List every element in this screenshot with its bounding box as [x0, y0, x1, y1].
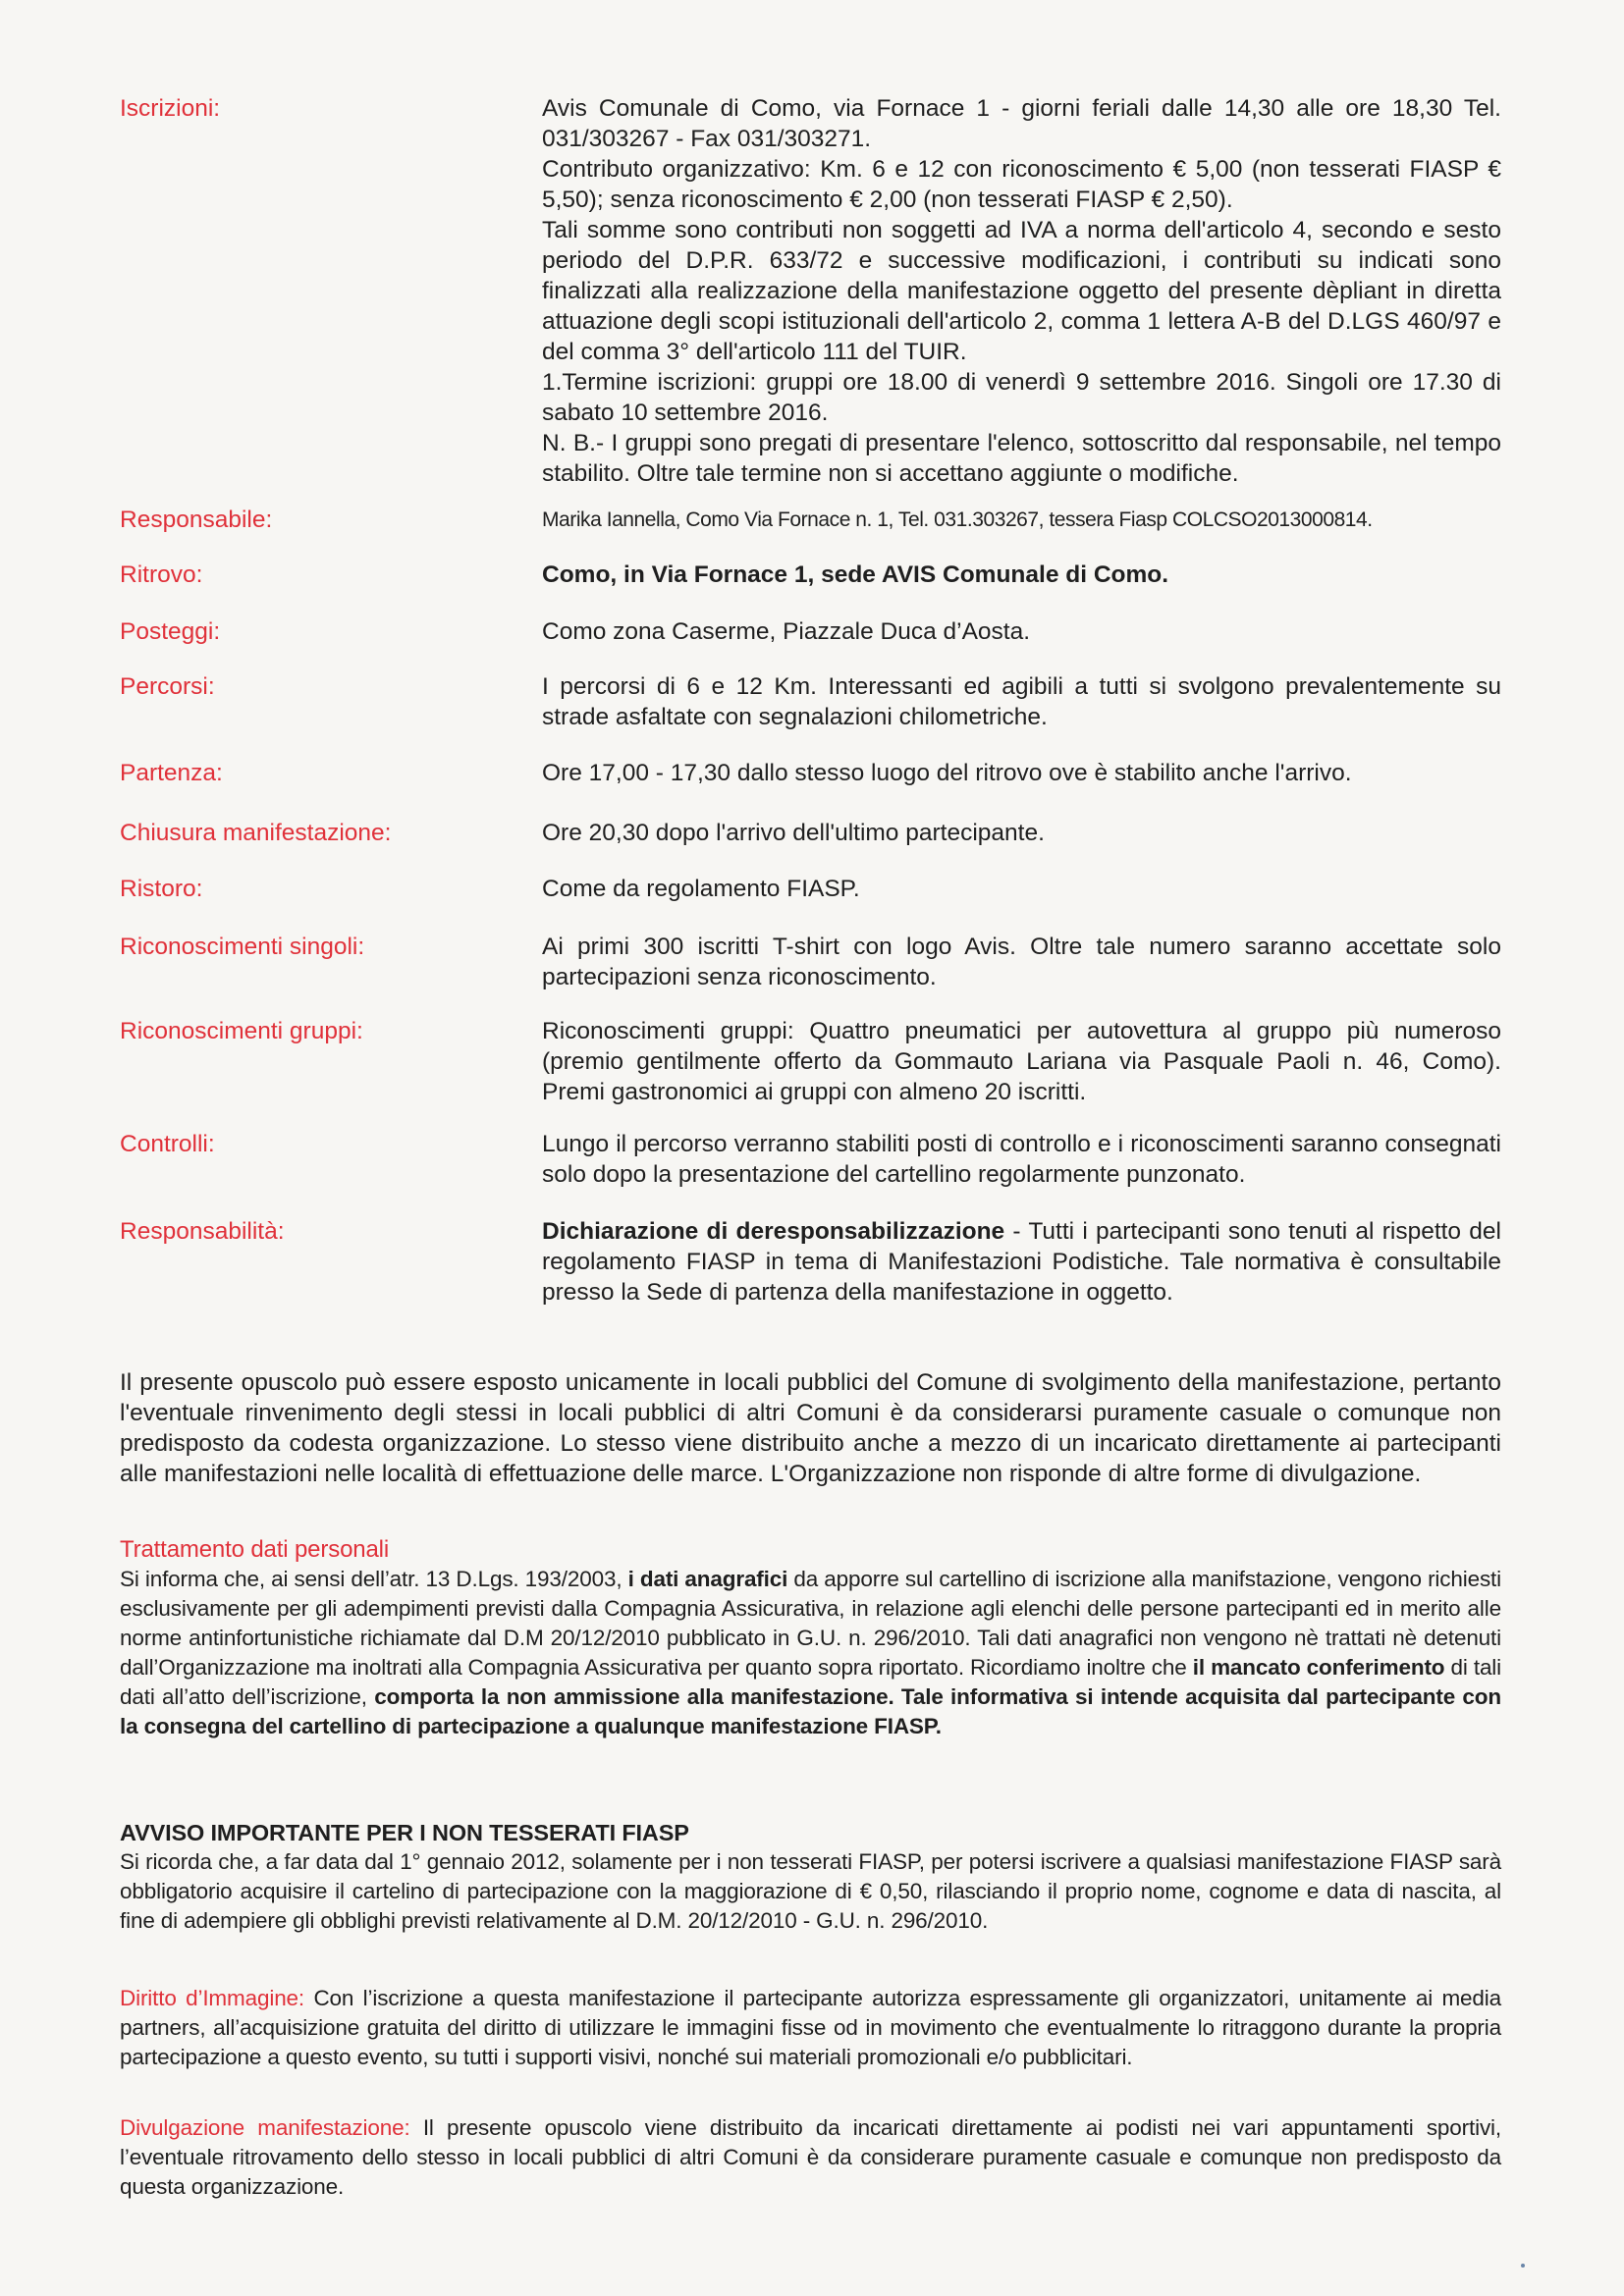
divulgazione-text: Il presente opuscolo viene distribuito da incaricati direttamente ai podisti nei vari appuntamenti sportivi, l’eventuale ritrovamento dello stesso in locali pubblici di altri Comuni è da considerare puramente casuale e comunque non predisposto da questa organizzazione. — [120, 2115, 1501, 2199]
value-posteggi: Como zona Caserme, Piazzale Duca d’Aosta. — [542, 618, 1031, 645]
iscrizioni-sede: Avis Comunale di Como, via Fornace 1 - giorni feriali dalle 14,30 alle ore 18,30 Tel. 031/303267 - Fax 031/303271. — [542, 95, 1501, 152]
value-ritrovo: Como, in Via Fornace 1, sede AVIS Comunale di Como. — [542, 561, 1169, 588]
avviso-title: AVVISO IMPORTANTE PER I NON TESSERATI FIASP — [120, 1820, 689, 1845]
trattamento-text — [120, 1565, 1501, 1741]
immagine-label: Diritto d’Immagine: — [120, 1986, 305, 2010]
label-posteggi: Posteggi: — [120, 618, 221, 645]
opuscolo-paragraph: Il presente opuscolo può essere esposto unicamente in locali pubblici del Comune di svolgimento della manifestazione, pertanto l'eventuale rinvenimento degli stessi in locali pubblici di altri Comuni è da considerarsi puramente casuale o comunque non predisposto da codesta organizzazione. Lo stesso viene distribuito anche a mezzo di un incaricato direttamente ai partecipanti alle manifestazioni nelle località di effettuazione delle marce. L'Organizzazione non risponde di altre forme di divulgazione. — [120, 1369, 1501, 1487]
trattamento-part-1: Si informa che, ai sensi dell’atr. 13 D.Lgs. 193/2003, — [120, 1567, 628, 1591]
label-iscrizioni: Iscrizioni: — [120, 95, 221, 122]
value-percorsi: I percorsi di 6 e 12 Km. Interessanti ed agibili a tutti si svolgono prevalentemente su strade asfaltate con segnalazioni chilometriche. — [542, 673, 1501, 730]
value-ristoro: Come da regolamento FIASP. — [542, 876, 860, 902]
trattamento-bold-2: il mancato conferimento — [1192, 1655, 1445, 1680]
deresponsabilizzazione-title: Dichiarazione di deresponsabilizzazione — [542, 1218, 1005, 1245]
trattamento-bold-3: comporta la non ammissione alla manifestazione. Tale informativa si intende acquisita dal partecipante con la consegna del cartellino di partecipazione a qualunque manifestazione FIASP. — [120, 1684, 1501, 1738]
value-partenza: Ore 17,00 - 17,30 dallo stesso luogo del ritrovo ove è stabilito anche l'arrivo. — [542, 760, 1352, 786]
label-percorsi: Percorsi: — [120, 673, 215, 700]
label-controlli: Controlli: — [120, 1131, 215, 1157]
value-riconoscimenti-singoli: Ai primi 300 iscritti T-shirt con logo Avis. Oltre tale numero saranno accettate solo partecipazioni senza riconoscimento. — [542, 934, 1501, 990]
value-responsabilita — [542, 1216, 1501, 1308]
trattamento-bold-1: i dati anagrafici — [627, 1567, 788, 1591]
iscrizioni-iva: Tali somme sono contributi non soggetti ad IVA a norma dell'articolo 4, secondo e sesto periodo del D.P.R. 633/72 e successive modificazioni, i contributi su indicati sono finalizzati alla realizzazione della manifestazione oggetto del presente dèpliant in diretta attuazione degli scopi istituzionali dell'articolo 2, comma 1 lettera A-B del D.LGS 460/97 e del comma 3° dell'articolo 111 del TUIR. — [542, 217, 1501, 365]
trattamento-title: Trattamento dati personali — [120, 1536, 390, 1563]
deresponsabilizzazione-text: - Tutti i partecipanti sono tenuti al rispetto del regolamento FIASP in tema di Manifestazioni Podistiche. Tale normativa è consultabile presso la Sede di partenza della manifestazione in oggetto. — [542, 1218, 1501, 1306]
trattamento-part-3: di tali dati all’atto dell’iscrizione, — [120, 1655, 1502, 1709]
label-responsabile: Responsabile: — [120, 507, 273, 533]
iscrizioni-termine: 1.Termine iscrizioni: gruppi ore 18.00 di venerdì 9 settembre 2016. Singoli ore 17.30 di sabato 10 settembre 2016. — [542, 369, 1501, 426]
iscrizioni-contributo: Contributo organizzativo: Km. 6 e 12 con riconoscimento € 5,00 (non tesserati FIASP € 5,50); senza riconoscimento € 2,00 (non tesserati FIASP € 2,50). — [542, 156, 1501, 213]
label-riconoscimenti-gruppi: Riconoscimenti gruppi: — [120, 1018, 363, 1044]
value-responsabile: Marika Iannella, Como Via Fornace n. 1, Tel. 031.303267, tessera Fiasp COLCSO2013000814. — [542, 508, 1373, 531]
trattamento-part-2: da apporre sul cartellino di iscrizione alla manifstazione, vengono richiesti esclusivamente per gli adempimenti previsti dalla Compagnia Assicurativa, in relazione agli elenchi delle persone partecipanti ed in merito alle norme antinfortunistiche richiamate dal D.M 20/12/2010 pubblicato in G.U. n. 296/2010. Tali dati anagrafici non vengono nè trattati nè detenuti dall’Organizzazione ma inoltrati alla Compagnia Assicurativa per quanto sopra riportato. Ricordiamo inoltre che — [120, 1567, 1502, 1680]
label-riconoscimenti-singoli: Riconoscimenti singoli: — [120, 934, 365, 960]
immagine-text: Con l’iscrizione a questa manifestazione il partecipante autorizza espressamente gli organizzatori, unitamente ai media partners, all’acquisizione gratuita del diritto di utilizzare le immagini fisse od in movimento che eventualmente lo ritraggono durante la propria partecipazione a questo evento, su tutti i supporti visivi, nonché sui materiali promozionali e/o pubblicitari. — [120, 1986, 1501, 2069]
immagine-section — [120, 1984, 1501, 2072]
avviso-text: Si ricorda che, a far data dal 1° gennaio 2012, solamente per i non tesserati FIASP, per potersi iscrivere a qualsiasi manifestazione FIASP sarà obbligatorio acquisire il cartelino di partecipazione con la maggiorazione di € 0,50, rilasciando il proprio nome, cognome e data di nascita, al fine di adempiere gli obblighi previsti relativamente al D.M. 20/12/2010 - G.U. n. 296/2010. — [120, 1849, 1501, 1933]
page-mark — [1521, 2264, 1525, 2268]
trattamento-section — [120, 1535, 1501, 1741]
divulgazione-label: Divulgazione manifestazione: — [120, 2115, 410, 2140]
value-riconoscimenti-gruppi: Riconoscimenti gruppi: Quattro pneumatici per autovettura al gruppo più numeroso (premio gentilmente offerto da Gommauto Lariana via Pasquale Paoli n. 46, Como). Premi gastronomici ai gruppi con almeno 20 iscritti. — [542, 1018, 1501, 1105]
value-controlli: Lungo il percorso verranno stabiliti posti di controllo e i riconoscimenti saranno consegnati solo dopo la presentazione del cartellino regolarmente punzonato. — [542, 1131, 1501, 1188]
iscrizioni-nota: N. B.- I gruppi sono pregati di presentare l'elenco, sottoscritto dal responsabile, nel tempo stabilito. Oltre tale termine non si accettano aggiunte o modifiche. — [542, 430, 1501, 487]
label-ritrovo: Ritrovo: — [120, 561, 203, 588]
divulgazione-paragraph — [120, 2113, 1501, 2202]
value-iscrizioni — [542, 93, 1501, 489]
value-chiusura: Ore 20,30 dopo l'arrivo dell'ultimo partecipante. — [542, 820, 1045, 846]
label-chiusura: Chiusura manifestazione: — [120, 820, 392, 846]
divulgazione-section — [120, 2113, 1501, 2202]
label-ristoro: Ristoro: — [120, 876, 203, 902]
immagine-paragraph — [120, 1984, 1501, 2072]
label-responsabilita: Responsabilità: — [120, 1218, 285, 1245]
avviso-section — [120, 1818, 1501, 1936]
label-partenza: Partenza: — [120, 760, 223, 786]
